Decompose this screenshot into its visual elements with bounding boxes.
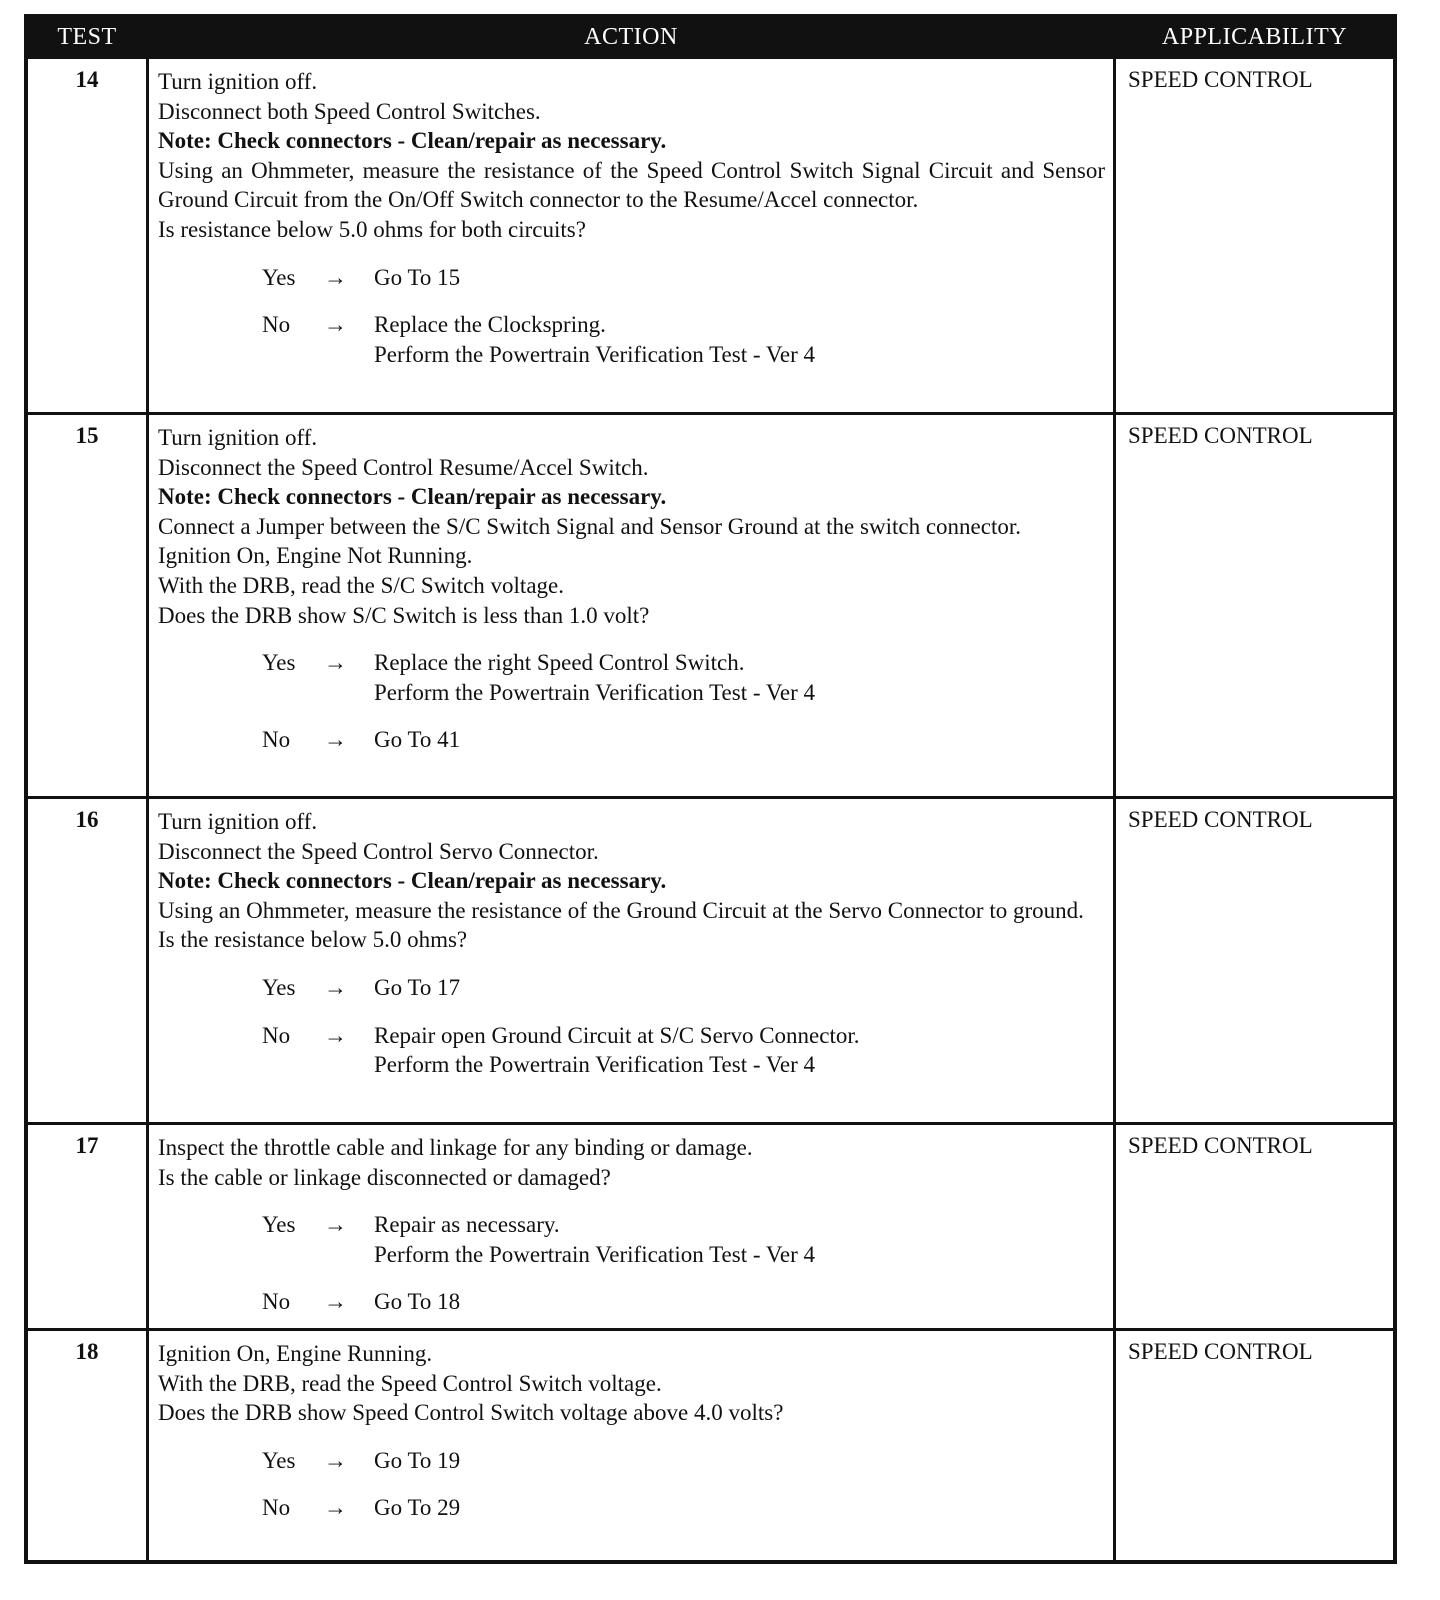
applicability-cell: SPEED CONTROL — [1128, 807, 1313, 832]
action-line: Turn ignition off. — [158, 425, 318, 450]
action-cell — [146, 1331, 1116, 1560]
arrow-icon: → — [324, 1447, 347, 1473]
question-line: Is resistance below 5.0 ohms for both circuits? — [158, 216, 586, 242]
test-row-16 — [28, 796, 1393, 1122]
action-line: Using an Ohmmeter, measure the resistance of the Ground Circuit at the Servo Connector to ground. — [158, 897, 1084, 923]
applicability-cell: SPEED CONTROL — [1128, 67, 1313, 92]
option-yes — [158, 973, 1105, 1003]
option-label: Yes — [262, 650, 296, 676]
diagnostic-table — [24, 14, 1397, 1564]
action-cell — [146, 799, 1116, 1122]
option-label: Yes — [262, 1447, 296, 1473]
arrow-icon: → — [324, 1022, 347, 1048]
option-result: Repair open Ground Circuit at S/C Servo Connector. Perform the Powertrain Verification Test - Ver 4 — [374, 1022, 860, 1078]
action-line: Inspect the throttle cable and linkage for any binding or damage. — [158, 1135, 753, 1160]
question-line: Is the resistance below 5.0 ohms? — [158, 927, 468, 953]
test-number: 16 — [75, 807, 99, 832]
option-result: Go To 29 — [374, 1495, 461, 1521]
option-result: Repair as necessary. Perform the Powertrain Verification Test - Ver 4 — [374, 1212, 816, 1267]
option-yes — [158, 648, 1105, 707]
note-line: Note: Check connectors - Clean/repair as necessary. — [158, 128, 667, 154]
applicability-cell: SPEED CONTROL — [1128, 1339, 1313, 1364]
option-label: No — [262, 1289, 291, 1315]
action-line: Ignition On, Engine Not Running. — [158, 543, 473, 569]
header-applicability: APPLICABILITY — [1161, 24, 1348, 50]
test-number: 14 — [75, 67, 99, 92]
test-row-14 — [28, 56, 1393, 412]
test-row-18 — [28, 1328, 1393, 1560]
option-yes — [158, 263, 1105, 293]
action-line: Disconnect the Speed Control Resume/Accel Switch. — [158, 454, 649, 480]
action-line: With the DRB, read the S/C Switch voltage. — [158, 572, 564, 598]
question-line: Does the DRB show S/C Switch is less than 1.0 volt? — [158, 602, 650, 628]
option-yes — [158, 1210, 1105, 1269]
option-no — [158, 1493, 1105, 1523]
header-action: ACTION — [584, 24, 678, 50]
option-label: No — [262, 1495, 291, 1521]
arrow-icon: → — [324, 1212, 347, 1238]
option-result: Replace the right Speed Control Switch. Perform the Powertrain Verification Test - Ver 4 — [374, 650, 816, 705]
action-cell — [146, 415, 1116, 796]
option-label: Yes — [262, 974, 296, 1000]
action-line: Turn ignition off. — [158, 69, 318, 94]
action-line: Ignition On, Engine Running. — [158, 1341, 433, 1366]
test-number: 17 — [75, 1133, 99, 1158]
option-no — [158, 1021, 1105, 1080]
answer-options — [158, 648, 1105, 755]
action-cell — [146, 1125, 1116, 1328]
arrow-icon: → — [324, 974, 347, 1000]
question-line: Is the cable or linkage disconnected or damaged? — [158, 1164, 611, 1190]
arrow-icon: → — [324, 264, 347, 290]
answer-options — [158, 263, 1105, 370]
arrow-icon: → — [324, 727, 347, 753]
option-result: Go To 17 — [374, 974, 461, 1000]
action-cell — [146, 59, 1116, 412]
applicability-cell: SPEED CONTROL — [1128, 423, 1313, 448]
option-no — [158, 725, 1105, 755]
arrow-icon: → — [324, 1289, 347, 1315]
answer-options — [158, 973, 1105, 1080]
note-line: Note: Check connectors - Clean/repair as necessary. — [158, 484, 667, 510]
arrow-icon: → — [324, 312, 347, 338]
question-line: Does the DRB show Speed Control Switch voltage above 4.0 volts? — [158, 1400, 784, 1426]
test-number: 15 — [75, 423, 99, 448]
action-line: Using an Ohmmeter, measure the resistance of the Speed Control Switch Signal Circuit and Sensor Ground Circuit from the On/Off Switch connector to the Resume/Accel connector. — [158, 157, 1105, 213]
option-result: Go To 15 — [374, 264, 461, 290]
answer-options — [158, 1210, 1105, 1317]
answer-options — [158, 1446, 1105, 1523]
option-result: Go To 19 — [374, 1447, 461, 1473]
option-no — [158, 1287, 1105, 1317]
option-result: Go To 41 — [374, 727, 461, 753]
option-result: Replace the Clockspring. Perform the Powertrain Verification Test - Ver 4 — [374, 312, 816, 367]
option-label: Yes — [262, 1212, 296, 1238]
action-line: Connect a Jumper between the S/C Switch Signal and Sensor Ground at the switch connector. — [158, 513, 1021, 539]
header-test: TEST — [57, 24, 117, 50]
test-number: 18 — [75, 1339, 99, 1364]
note-line: Note: Check connectors - Clean/repair as necessary. — [158, 868, 667, 894]
option-label: No — [262, 312, 291, 338]
test-row-15 — [28, 412, 1393, 796]
action-line: Disconnect both Speed Control Switches. — [158, 98, 541, 124]
action-line: Disconnect the Speed Control Servo Connector. — [158, 838, 599, 864]
option-yes — [158, 1446, 1105, 1476]
option-label: Yes — [262, 264, 296, 290]
arrow-icon: → — [324, 1495, 347, 1521]
option-label: No — [262, 727, 291, 753]
arrow-icon: → — [324, 650, 347, 676]
action-line: With the DRB, read the Speed Control Switch voltage. — [158, 1370, 662, 1396]
option-result: Go To 18 — [374, 1289, 461, 1315]
option-no — [158, 310, 1105, 369]
table-header — [28, 18, 1393, 59]
applicability-cell: SPEED CONTROL — [1128, 1133, 1313, 1158]
action-line: Turn ignition off. — [158, 809, 318, 834]
test-row-17 — [28, 1122, 1393, 1328]
option-label: No — [262, 1022, 291, 1048]
